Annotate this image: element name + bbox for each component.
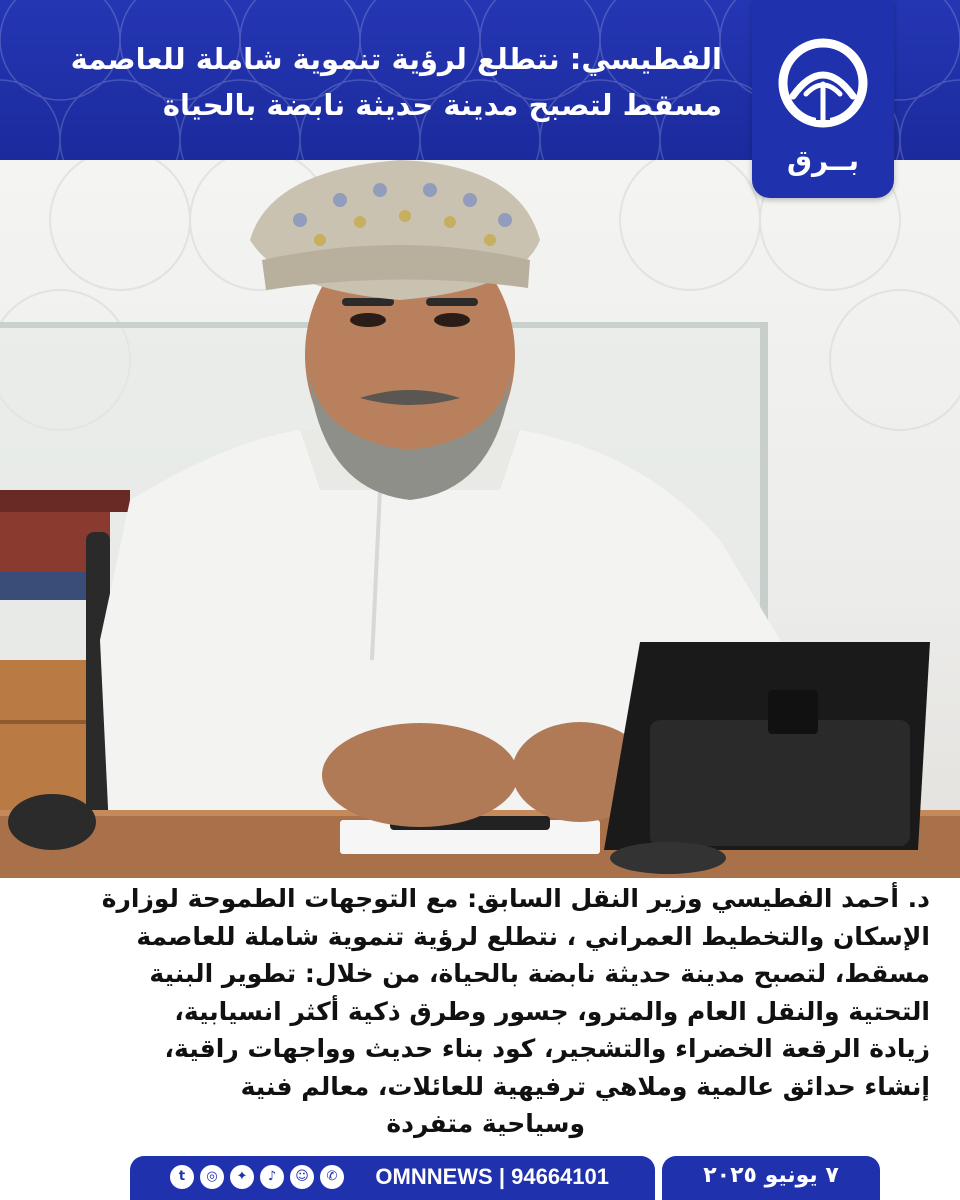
- instagram-icon[interactable]: ◎: [200, 1165, 224, 1189]
- barq-emblem-icon: [776, 36, 870, 130]
- headline-line-2: مسقط لتصبح مدينة حديثة نابضة بالحياة: [162, 88, 722, 122]
- social-icons: [170, 1165, 344, 1189]
- caption-line-7: وسياحية متفردة: [386, 1109, 585, 1138]
- caption-line-5: زيادة الرقعة الخضراء والتشجير، كود بناء حديث وواجهات راقية،: [164, 1034, 930, 1063]
- caption-line-2: الإسكان والتخطيط العمراني ، نتطلع لرؤية تنموية شاملة للعاصمة: [136, 921, 930, 951]
- twitter-icon[interactable]: ✦: [230, 1165, 254, 1189]
- headline-line-1: الفطيسي: نتطلع لرؤية تنموية شاملة للعاصمة: [70, 42, 722, 76]
- tiktok-icon[interactable]: ♪: [260, 1165, 284, 1189]
- whatsapp-icon[interactable]: ✆: [320, 1165, 344, 1189]
- caption-line-6: إنشاء حدائق عالمية وملاهي ترفيهية للعائلات، معالم فنية: [240, 1071, 930, 1101]
- footer-contact-bar: [130, 1156, 655, 1200]
- caption-line-4: التحتية والنقل العام والمترو، جسور وطرق ذكية أكثر انسيابية،: [174, 996, 930, 1026]
- headline: [22, 36, 722, 128]
- photo-illustration: [0, 160, 960, 878]
- snapchat-icon[interactable]: ☺: [290, 1165, 314, 1189]
- portrait-photo: [0, 160, 960, 878]
- caption-text: [30, 880, 930, 1143]
- contact-info: OMNNEWS | 94664101: [375, 1164, 609, 1189]
- caption-line-1: د. أحمد الفطيسي وزير النقل السابق: مع التوجهات الطموحة لوزارة: [101, 884, 930, 913]
- publish-date: ٧ يونيو ٢٠٢٥: [703, 1163, 839, 1188]
- tumblr-icon[interactable]: t: [170, 1165, 194, 1189]
- caption-line-3: مسقط، لتصبح مدينة حديثة نابضة بالحياة، من خلال: تطوير البنية: [149, 959, 930, 988]
- brand-logo: [752, 0, 894, 198]
- footer-date-bar: [662, 1156, 880, 1200]
- logo-text: بــرق: [786, 144, 860, 177]
